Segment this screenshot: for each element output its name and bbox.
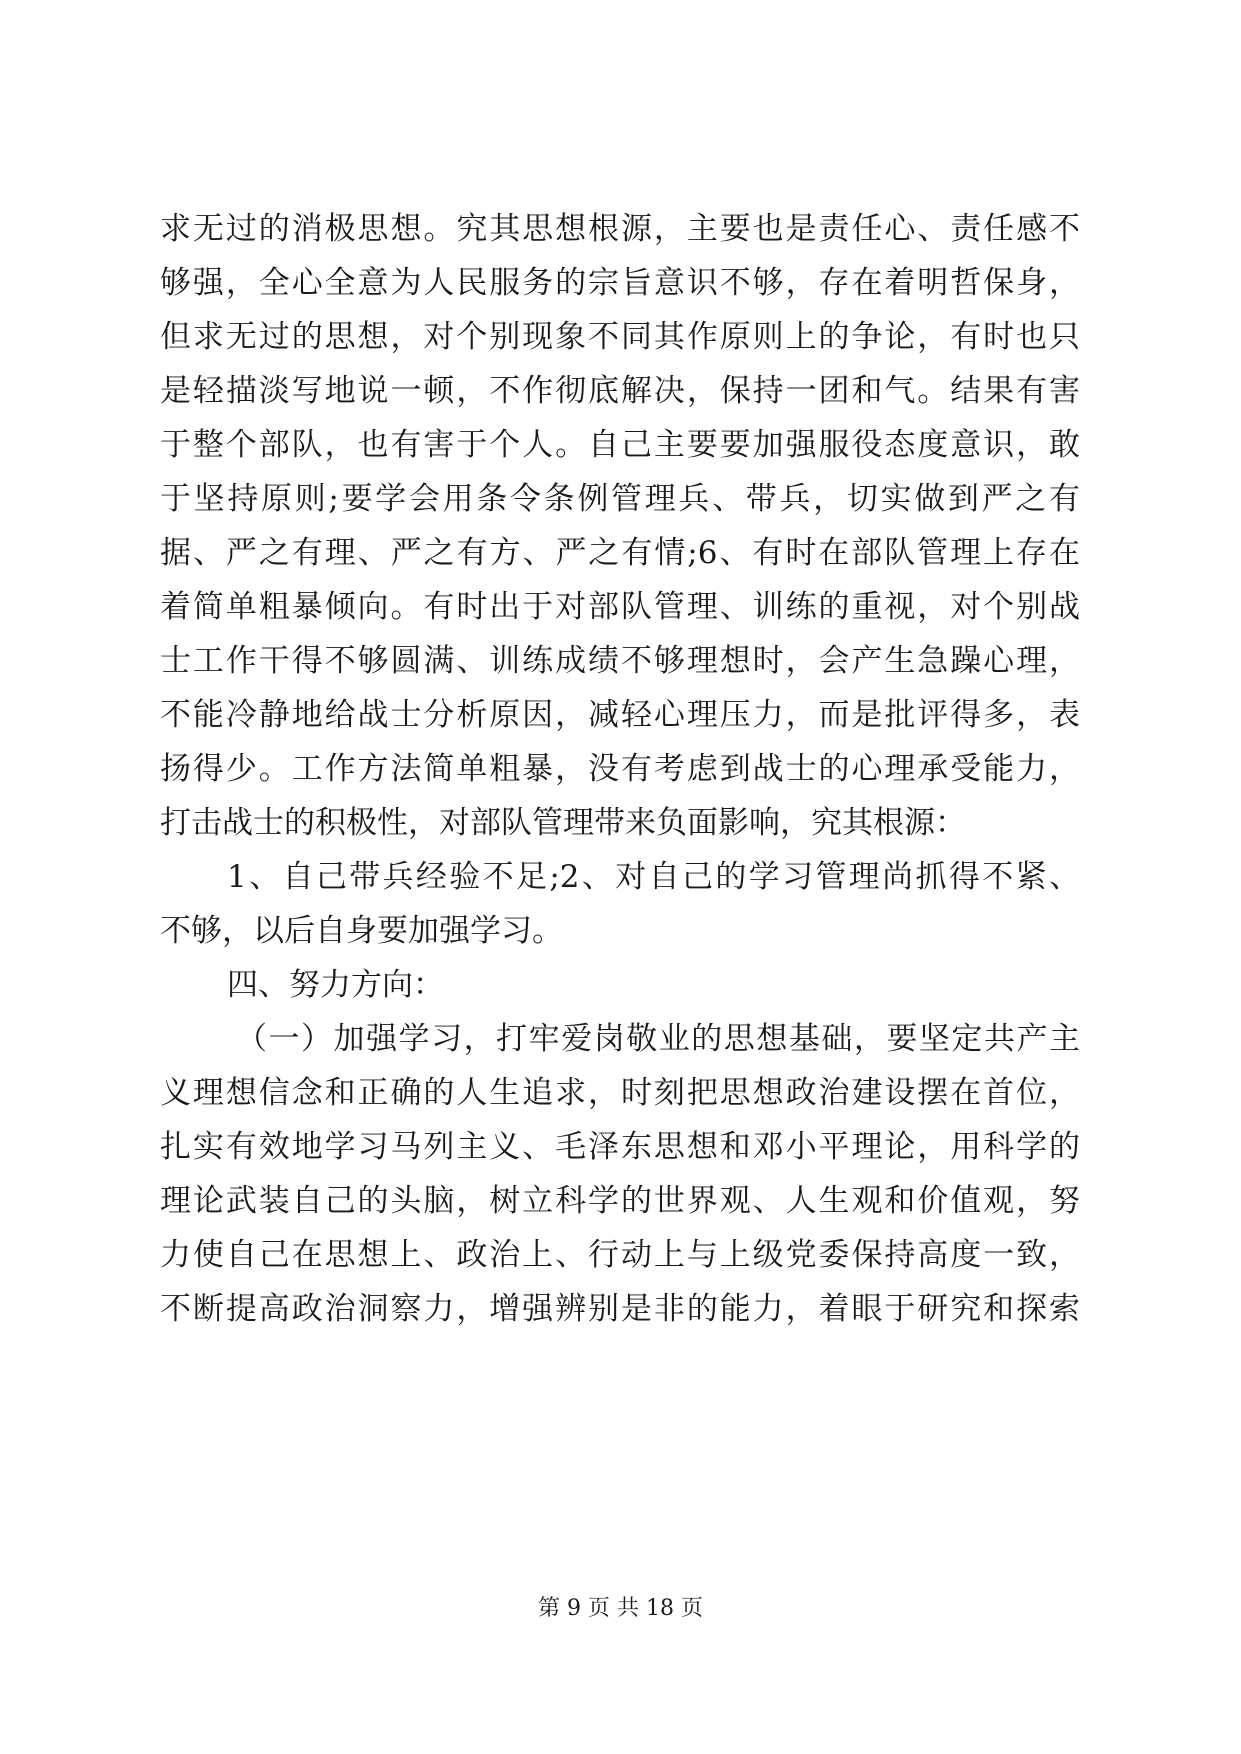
text-line: 够强，全心全意为人民服务的宗旨意识不够，存在着明哲保身， bbox=[160, 265, 1080, 301]
text-line: 扬得少。工作方法简单粗暴，没有考虑到战士的心理承受能力， bbox=[160, 751, 1080, 787]
text-line: 于整个部队，也有害于个人。自己主要要加强服役态度意识，敢 bbox=[160, 427, 1080, 463]
text-line: （一）加强学习，打牢爱岗敬业的思想基础，要坚定共产主 bbox=[236, 1021, 1080, 1057]
text-line: 据、严之有理、严之有方、严之有情;6、有时在部队管理上存在 bbox=[160, 535, 1080, 571]
page-footer: 第 9 页 共 18 页 bbox=[538, 1596, 703, 1621]
text-line: 力使自己在思想上、政治上、行动上与上级党委保持高度一致， bbox=[160, 1237, 1080, 1273]
text-line: 不能冷静地给战士分析原因，减轻心理压力，而是批评得多，表 bbox=[160, 697, 1080, 733]
text-line: 于坚持原则;要学会用条令条例管理兵、带兵，切实做到严之有 bbox=[160, 481, 1080, 517]
text-line: 但求无过的思想，对个别现象不同其作原则上的争论，有时也只 bbox=[160, 319, 1080, 355]
text-line: 不断提高政治洞察力，增强辨别是非的能力，着眼于研究和探索 bbox=[160, 1291, 1080, 1327]
text-line: 着简单粗暴倾向。有时出于对部队管理、训练的重视，对个别战 bbox=[160, 589, 1080, 625]
text-line: 1、自己带兵经验不足;2、对自己的学习管理尚抓得不紧、 bbox=[227, 859, 1080, 895]
text-line: 士工作干得不够圆满、训练成绩不够理想时，会产生急躁心理， bbox=[160, 643, 1080, 679]
text-line: 义理想信念和正确的人生追求，时刻把思想政治建设摆在首位， bbox=[160, 1075, 1080, 1111]
text-line: 求无过的消极思想。究其思想根源，主要也是责任心、责任感不 bbox=[160, 211, 1080, 247]
section-heading: 四、努力方向： bbox=[227, 967, 444, 1003]
text-line: 扎实有效地学习马列主义、毛泽东思想和邓小平理论，用科学的 bbox=[160, 1129, 1080, 1165]
text-line: 理论武装自己的头脑，树立科学的世界观、人生观和价值观，努 bbox=[160, 1183, 1080, 1219]
text-line: 不够，以后自身要加强学习。 bbox=[160, 913, 563, 949]
text-line: 是轻描淡写地说一顿，不作彻底解决，保持一团和气。结果有害 bbox=[160, 373, 1080, 409]
text-line: 打击战士的积极性，对部队管理带来负面影响，究其根源： bbox=[160, 805, 966, 841]
